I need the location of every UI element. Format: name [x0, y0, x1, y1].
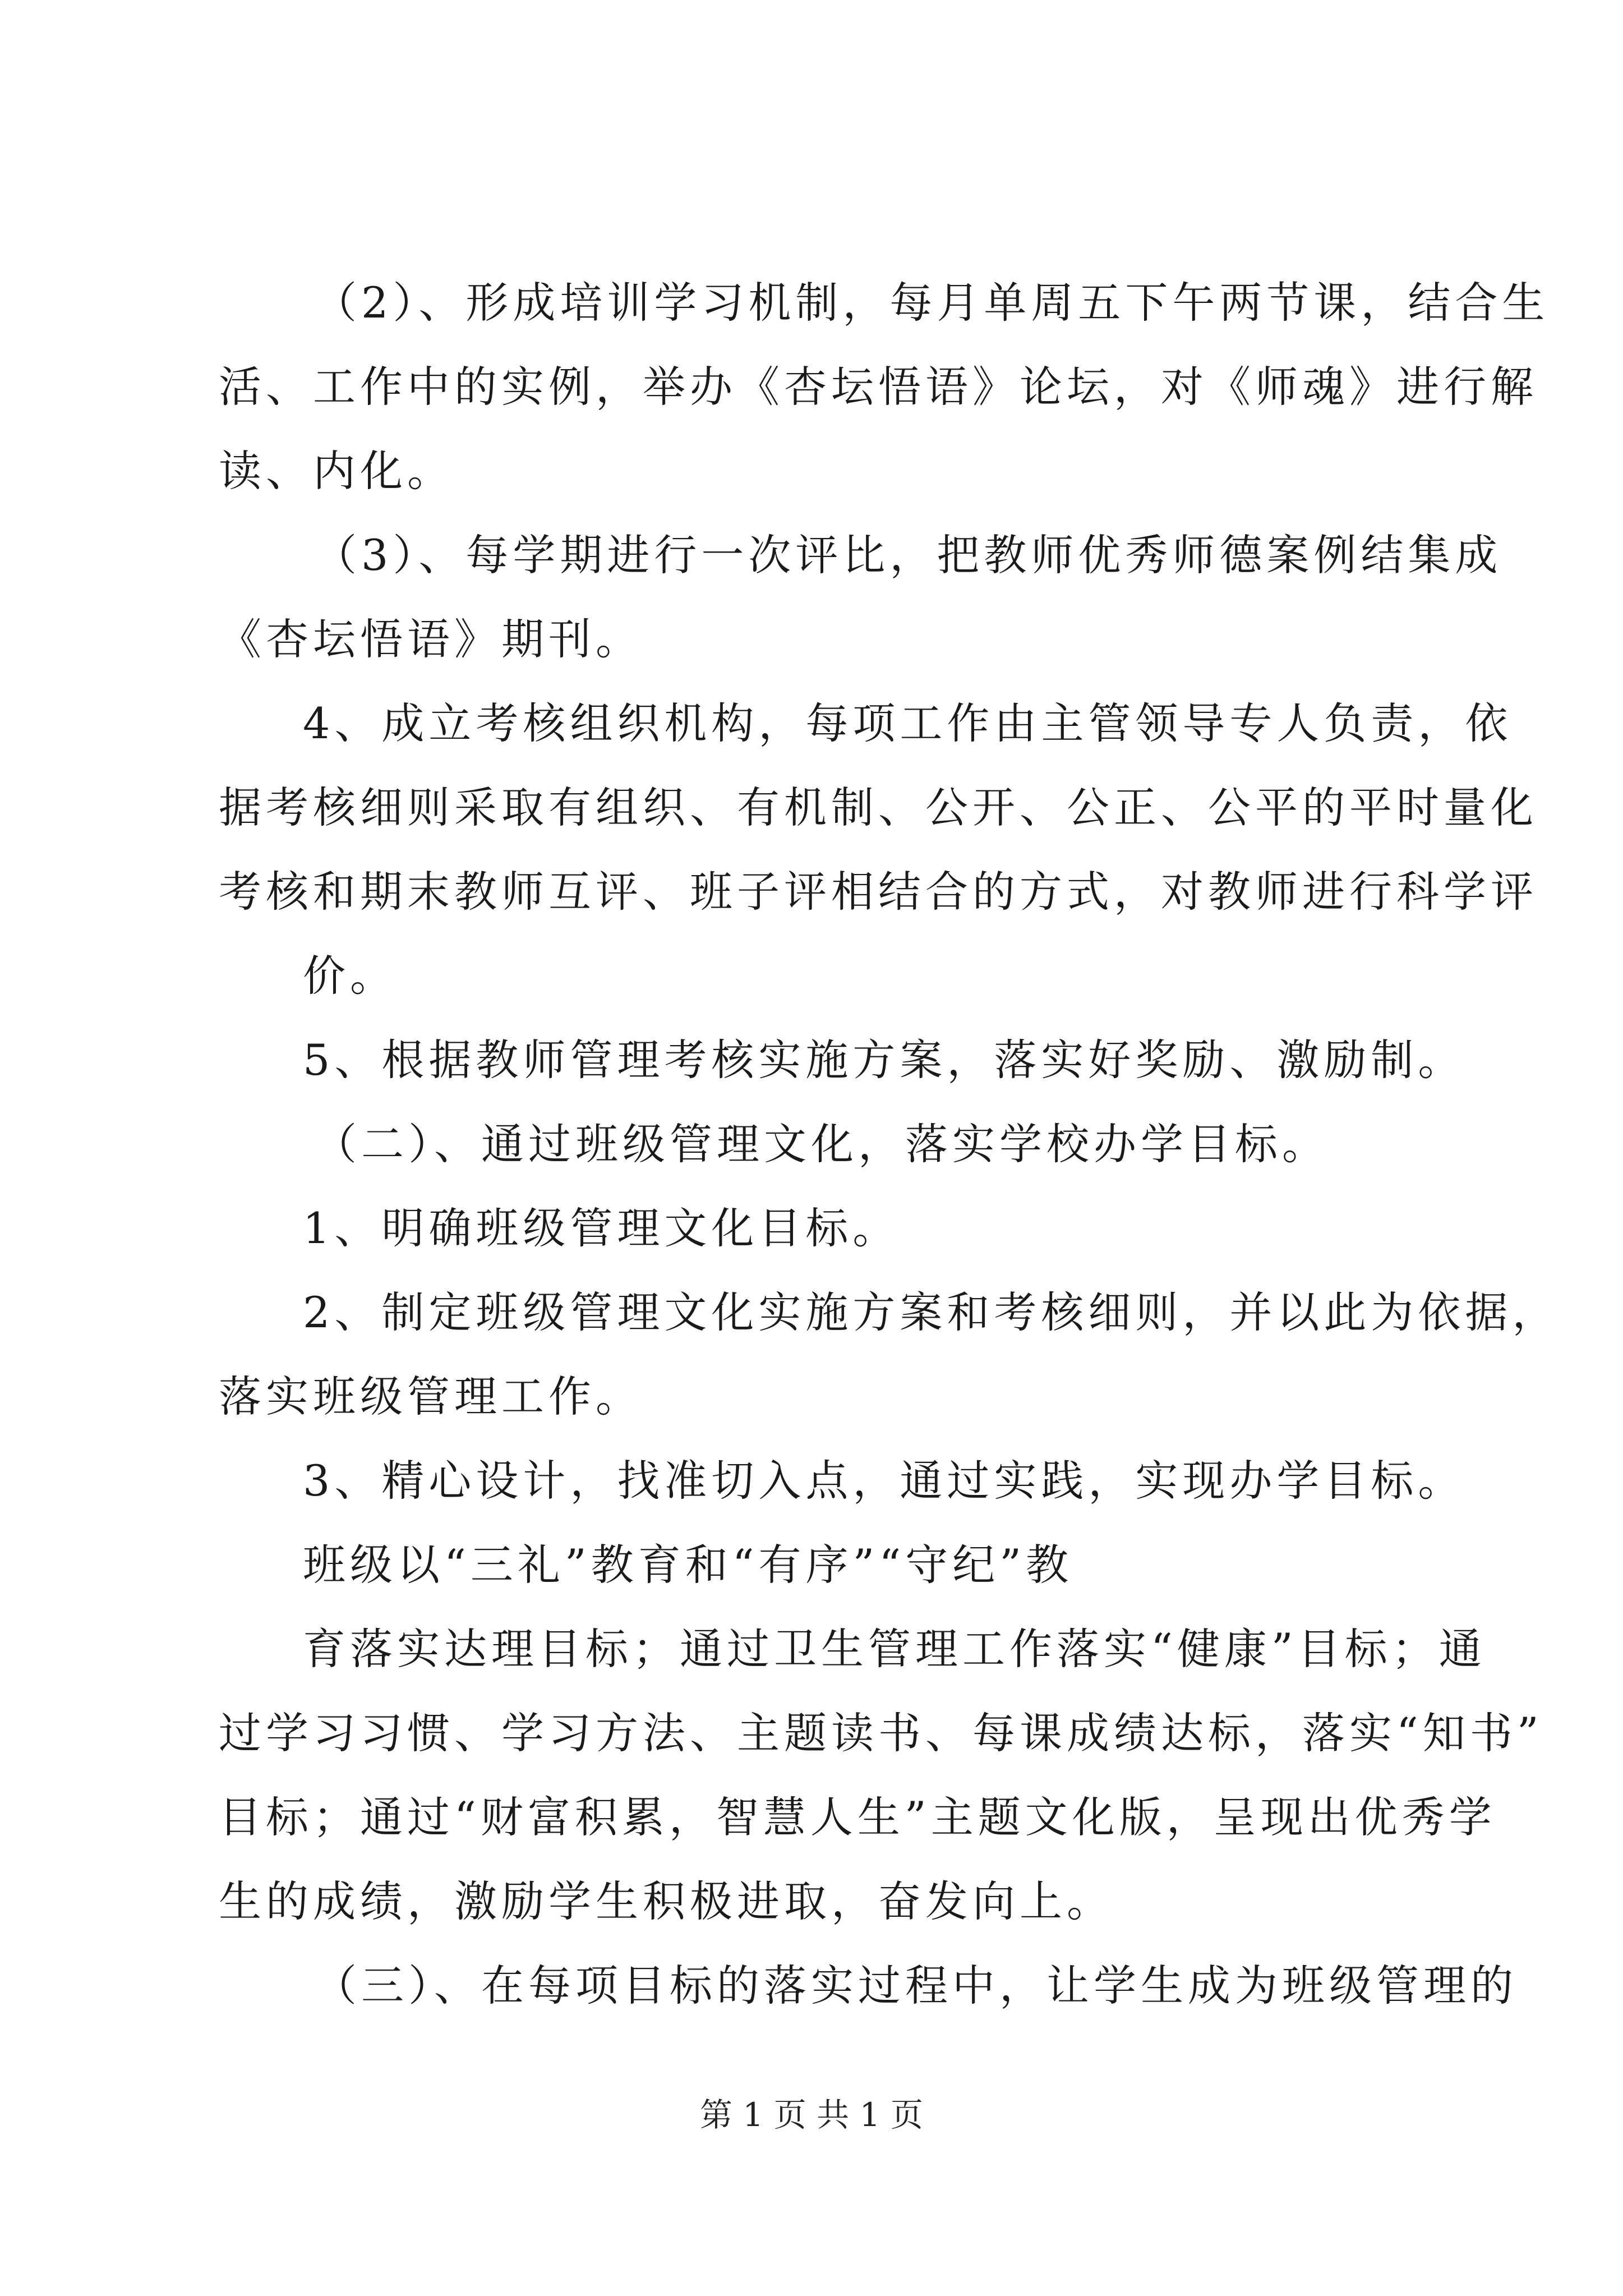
text-line-3: 读、内化。	[219, 446, 454, 496]
text-line-20: 生的成绩，激励学生积极进取，奋发向上。	[219, 1876, 1114, 1926]
text-line-12: 1、明确班级管理文化目标。	[303, 1203, 900, 1253]
text-line-13: 2、制定班级管理文化实施方案和考核细则，并以此为依据，	[303, 1287, 1560, 1337]
text-line-21: （三）、在每项目标的落实过程中，让学生成为班级管理的	[314, 1961, 1518, 2010]
text-line-5: 《杏坛悟语》期刊。	[219, 614, 643, 664]
text-line-18: 过学习习惯、学习方法、主题读书、每课成绩达标，落实“知书”	[219, 1708, 1543, 1758]
text-line-11: （二）、通过班级管理文化，落实学校办学目标。	[314, 1119, 1329, 1169]
text-line-16: 班级以“三礼”教育和“有序”“守纪”教	[303, 1540, 1073, 1590]
text-line-1: （2）、形成培训学习机制，每月单周五下午两节课，结合生	[314, 278, 1550, 328]
text-line-19: 目标；通过“财富积累，智慧人生”主题文化版，呈现出优秀学	[219, 1792, 1496, 1842]
text-line-9: 价。	[303, 951, 397, 1001]
text-line-7: 据考核细则采取有组织、有机制、公开、公正、公平的平时量化	[219, 783, 1538, 832]
text-line-2: 活、工作中的实例，举办《杏坛悟语》论坛，对《师魂》进行解	[219, 362, 1538, 412]
text-line-10: 5、根据教师管理考核实施方案，落实好奖励、激励制。	[303, 1035, 1465, 1085]
text-line-14: 落实班级管理工作。	[219, 1372, 643, 1421]
text-line-15: 3、精心设计，找准切入点，通过实践，实现办学目标。	[303, 1456, 1465, 1506]
text-line-6: 4、成立考核组织机构，每项工作由主管领导专人负责，依	[303, 698, 1513, 748]
text-line-17: 育落实达理目标；通过卫生管理工作落实“健康”目标；通	[303, 1624, 1486, 1674]
page-footer: 第 1 页 共 1 页	[700, 2096, 923, 2134]
text-line-4: （3）、每学期进行一次评比，把教师优秀师德案例结集成	[314, 530, 1502, 580]
text-line-8: 考核和期末教师互评、班子评相结合的方式，对教师进行科学评	[219, 867, 1538, 917]
